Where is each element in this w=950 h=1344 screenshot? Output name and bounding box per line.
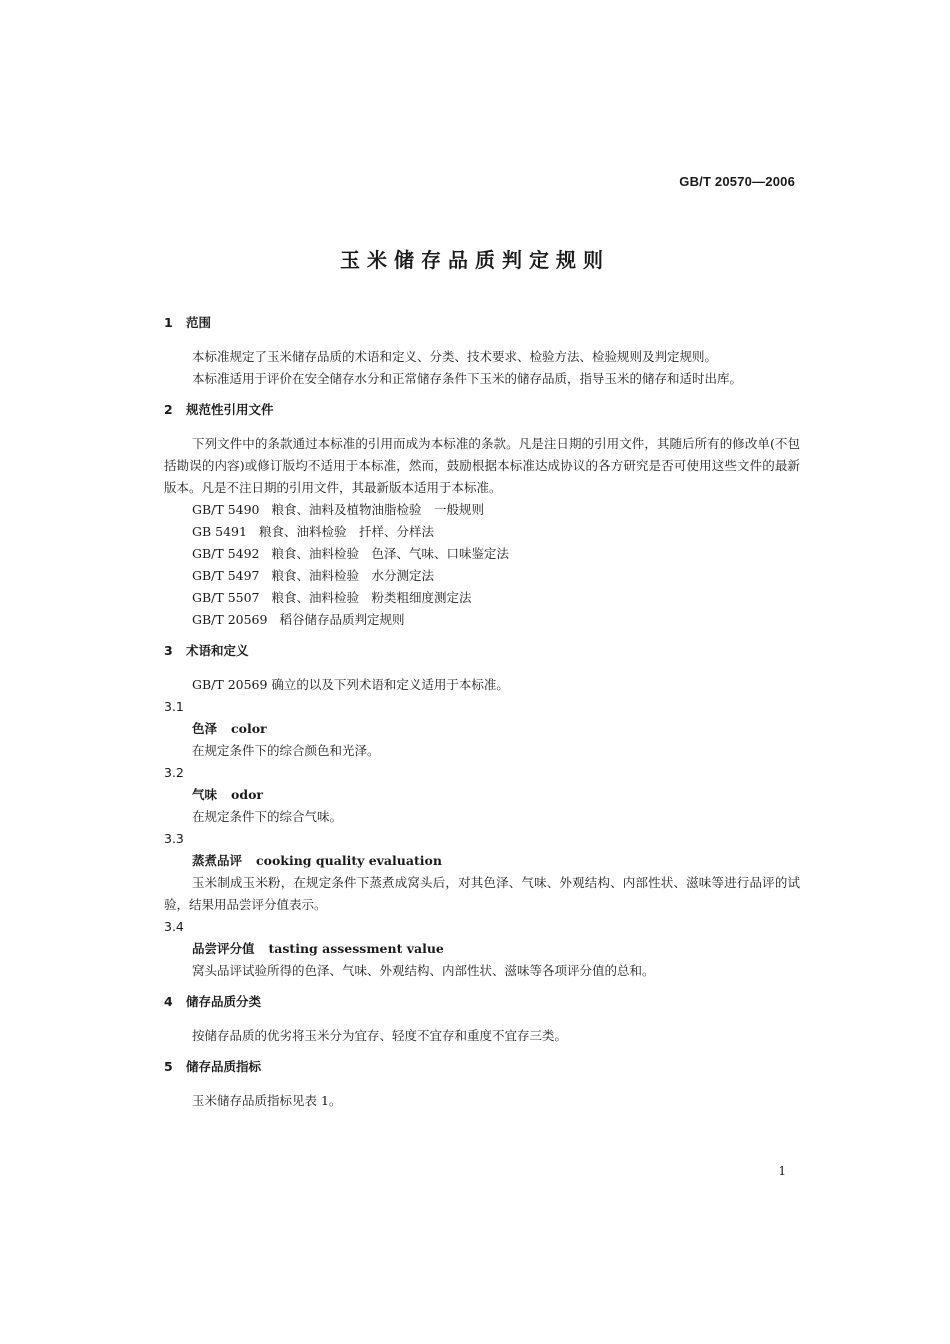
section-number: 5 [164,1059,173,1074]
reference-name: 粮食、油料及植物油脂检验 一般规则 [271,502,485,517]
reference-code: GB/T 5490 [192,502,260,517]
section-number: 4 [164,994,173,1009]
term-heading [164,850,800,872]
reference-code: GB/T 20569 [192,612,268,627]
reference-name: 粮食、油料检验 色泽、气味、口味鉴定法 [271,546,510,561]
reference-name: 粮食、油料检验 水分测定法 [271,568,435,583]
clause-number: 3.4 [164,919,184,934]
section-5-paragraph-1: 玉米储存品质指标见表 1。 [192,1093,342,1108]
reference-name: 粮食、油料检验 粉类粗细度测定法 [271,590,472,605]
section-title: 储存品质分类 [186,994,262,1009]
document-body [164,312,800,1112]
clause-number: 3.1 [164,699,184,714]
section-3-intro: GB/T 20569 确立的以及下列术语和定义适用于本标准。 [192,677,509,692]
term-definition: 在规定条件下的综合颜色和光泽。 [192,743,380,758]
clause-number: 3.3 [164,831,184,846]
reference-code: GB/T 5492 [192,546,260,561]
term-zh: 蒸煮品评 [192,853,243,868]
section-number: 2 [164,402,173,417]
reference-item [164,609,800,631]
reference-item [164,587,800,609]
reference-item [164,543,800,565]
section-title: 范围 [186,315,212,330]
document-title: 玉米储存品质判定规则 [340,248,610,272]
page-number: 1 [778,1164,786,1178]
reference-item [164,521,800,543]
section-3-heading [164,640,800,662]
section-title: 术语和定义 [186,643,249,658]
section-1-paragraph-2: 本标准适用于评价在安全储存水分和正常储存条件下玉米的储存品质，指导玉米的储存和适时出库。 [192,371,743,386]
reference-item [164,499,800,521]
section-1-paragraph-1: 本标准规定了玉米储存品质的术语和定义、分类、技术要求、检验方法、检验规则及判定规则。 [192,349,718,364]
term-zh: 色泽 [192,721,218,736]
clause-number: 3.2 [164,765,184,780]
section-title: 储存品质指标 [186,1059,262,1074]
term-definition: 玉米制成玉米粉，在规定条件下蒸煮成窝头后，对其色泽、气味、外观结构、内部性状、滋味等进行品评的试验，结果用品尝评分值表示。 [164,875,800,912]
section-1-heading [164,312,800,334]
term-en: color [231,721,267,736]
section-4-heading [164,991,800,1013]
section-4-paragraph-1: 按储存品质的优劣将玉米分为宜存、轻度不宜存和重度不宜存三类。 [192,1028,568,1043]
reference-item [164,565,800,587]
section-number: 1 [164,315,173,330]
section-5-heading [164,1056,800,1078]
standard-number: GB/T 20570—2006 [679,174,795,189]
section-number: 3 [164,643,173,658]
term-en: cooking quality evaluation [256,853,442,868]
term-definition: 窝头品评试验所得的色泽、气味、外观结构、内部性状、滋味等各项评分值的总和。 [192,963,655,978]
reference-name: 稻谷储存品质判定规则 [279,612,405,627]
section-2-paragraph-1: 下列文件中的条款通过本标准的引用而成为本标准的条款。凡是注日期的引用文件，其随后所有的修改单(不包括勘误的内容)或修订版均不适用于本标准，然而，鼓励根据本标准达成协议的各方研究是否可使用这些文件的最新版本。凡是不注日期的引用文件，其最新版本适用于本标准。 [164,436,800,495]
reference-code: GB/T 5497 [192,568,260,583]
term-zh: 气味 [192,787,218,802]
term-en: odor [231,787,264,802]
term-zh: 品尝评分值 [192,941,255,956]
reference-code: GB 5491 [192,524,247,539]
reference-name: 粮食、油料检验 扦样、分样法 [258,524,434,539]
normative-references-list [164,499,800,631]
section-title: 规范性引用文件 [186,402,274,417]
section-2-heading [164,399,800,421]
reference-code: GB/T 5507 [192,590,260,605]
term-heading [164,718,800,740]
term-heading [164,784,800,806]
term-en: tasting assessment value [268,941,444,956]
term-definition: 在规定条件下的综合气味。 [192,809,343,824]
term-heading [164,938,800,960]
